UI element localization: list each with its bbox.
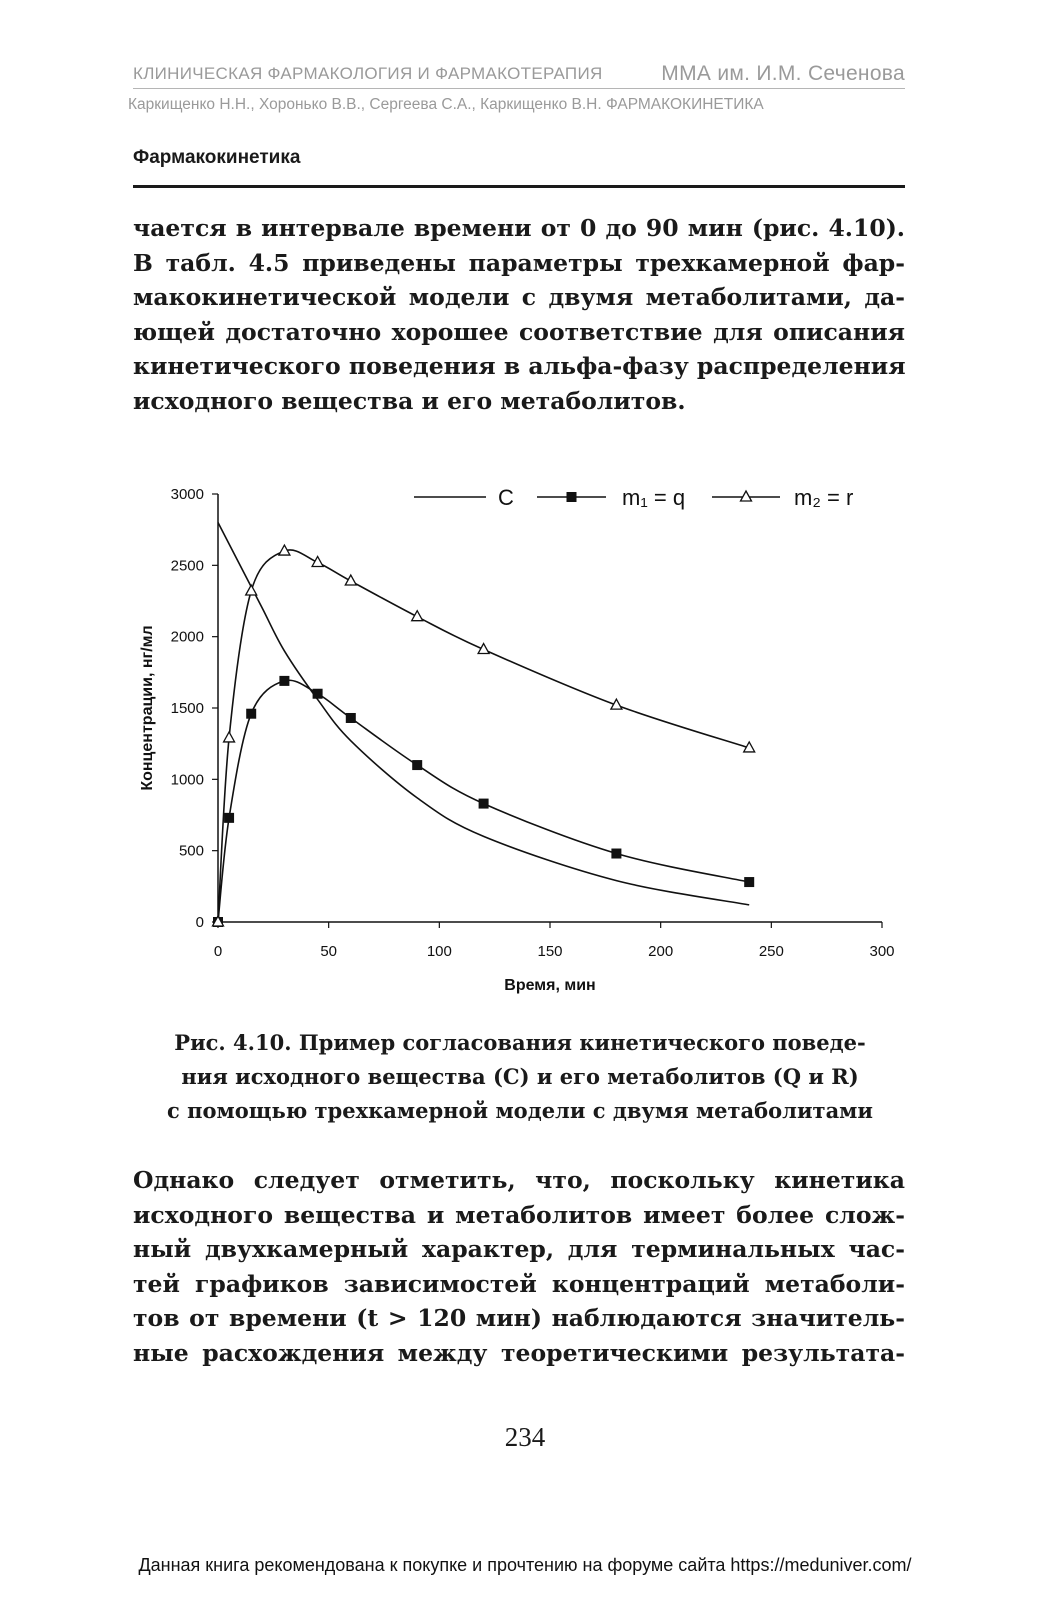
- x-tick-label: 0: [213, 943, 223, 960]
- figure-caption: [130, 1026, 910, 1128]
- text-line: исходного вещества и метаболитов имеет более слож-: [133, 1200, 905, 1229]
- text-line: ный двухкамерный характер, для терминальных час-: [133, 1235, 905, 1263]
- caption-line: с помощью трехкамерной модели с двумя метаболитами: [167, 1098, 873, 1123]
- text-line: тов от времени (t > 120 мин) наблюдаются значитель-: [133, 1304, 905, 1332]
- text-line: Однако следует отметить, что, поскольку кинетика: [133, 1166, 905, 1194]
- x-tick-label: 300: [869, 943, 895, 960]
- chart-axes: [171, 486, 895, 960]
- body-paragraph-2: [133, 1163, 905, 1370]
- x-tick-label: 50: [320, 943, 338, 960]
- data-point-triangle: [412, 611, 423, 621]
- caption-line: Рис. 4.10. Пример согласования кинетического поведе-: [174, 1030, 866, 1055]
- running-header-institution: ММА им. И.М. Сеченова: [661, 62, 905, 85]
- data-point-square: [279, 676, 289, 686]
- legend-square-marker: [567, 492, 577, 502]
- y-tick-label: 1000: [170, 771, 204, 789]
- data-point-square: [246, 709, 256, 719]
- text-line: исходного вещества и его метаболитов.: [133, 386, 686, 415]
- y-tick-label: 500: [178, 842, 204, 860]
- data-point-square: [479, 799, 489, 809]
- data-point-triangle: [312, 556, 323, 566]
- data-point-square: [224, 813, 234, 823]
- x-tick-label: 100: [426, 943, 452, 960]
- y-tick-label: 0: [195, 914, 204, 931]
- running-header-title: КЛИНИЧЕСКАЯ ФАРМАКОЛОГИЯ И ФАРМАКОТЕРАПИЯ: [133, 64, 603, 83]
- y-tick-label: 2000: [170, 628, 204, 646]
- data-point-square: [412, 760, 422, 770]
- data-point-triangle: [345, 575, 356, 585]
- legend-triangle-marker: [741, 491, 752, 501]
- data-point-square: [744, 877, 754, 887]
- series-line-1: [218, 523, 749, 905]
- data-point-square: [313, 689, 323, 699]
- section-title: Фармакокинетика: [133, 147, 301, 168]
- x-axis-label: Время, мин: [504, 977, 596, 994]
- text-line: чается в интервале времени от 0 до 90 мин (рис. 4.10).: [133, 214, 905, 242]
- chart-legend: [414, 485, 853, 510]
- x-tick-label: 200: [648, 943, 674, 960]
- text-line: кинетического поведения в альфа-фазу распределения: [133, 352, 906, 380]
- text-line: ные расхождения между теоретическими результата-: [133, 1338, 905, 1367]
- footer-note: Данная книга рекомендована к покупке и прочтению на форуме сайта https://meduniver.com/: [138, 1555, 912, 1575]
- text-line: тей графиков зависимостей концентраций метаболи-: [133, 1269, 905, 1298]
- chart-markers: [213, 545, 755, 927]
- y-tick-label: 3000: [170, 486, 204, 503]
- x-tick-label: 150: [537, 943, 563, 960]
- caption-line: ния исходного вещества (C) и его метаболитов (Q и R): [181, 1064, 859, 1089]
- text-line: ющей достаточно хорошее соответствие для описания: [133, 317, 905, 346]
- data-point-triangle: [224, 732, 235, 742]
- text-line: макокинетической модели с двумя метаболитами, да-: [133, 283, 905, 311]
- y-axis-label: Концентрации, нг/мл: [139, 625, 156, 791]
- legend-label-1: C: [498, 485, 514, 510]
- data-point-square: [611, 849, 621, 859]
- data-point-triangle: [246, 585, 257, 595]
- y-tick-label: 1500: [170, 700, 204, 717]
- chart-series: [218, 523, 749, 922]
- data-point-square: [346, 713, 356, 723]
- running-header-authors: Каркищенко Н.Н., Хоронько В.В., Сергеева С.А., Каркищенко В.Н. ФАРМАКОКИНЕТИКА: [128, 96, 764, 113]
- legend-label-2: m₁ = q: [622, 485, 686, 510]
- x-tick-label: 250: [758, 943, 784, 960]
- y-tick-label: 2500: [170, 557, 204, 575]
- legend-label-3: m₂ = r: [794, 485, 854, 510]
- text-line: В табл. 4.5 приведены параметры трехкамерной фар-: [133, 248, 905, 277]
- page-number: 234: [504, 1422, 546, 1452]
